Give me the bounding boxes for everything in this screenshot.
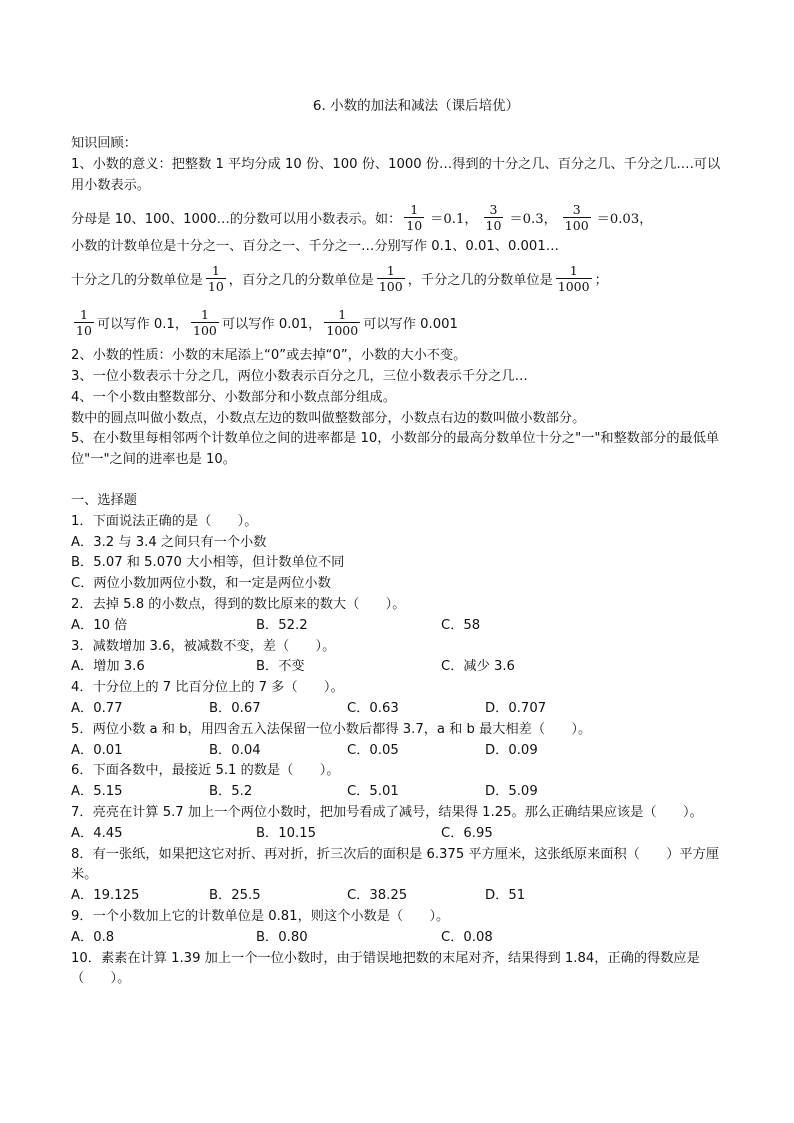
question-5: 5．两位小数 a 和 b，用四舍五入法保留一位小数后都得 3.7，a 和 b 最大相差（ ）。 (71, 721, 592, 737)
options-row (71, 824, 731, 845)
options-row (71, 886, 731, 907)
option-b: B．10.15 (256, 825, 316, 841)
fraction-value: ＝0.1， (430, 211, 478, 227)
option-a: A．5.15 (71, 784, 123, 800)
option-d: D．0.09 (485, 742, 538, 758)
question-9: 9．一个小数加上它的计数单位是 0.81，则这个小数是（ ）。 (71, 908, 450, 924)
option-b: B．0.80 (256, 929, 308, 945)
section-heading: 一、选择题 (71, 492, 137, 508)
fraction-units-line: 十分之几的分数单位是 $\frac{1}{10}$ ，百分之几的分数单位是 $\frac{1}{100}$ ，千分之几的分数单位是 $\frac{1}{1000}$ ； (71, 262, 608, 294)
question-8: 8．有一张纸，如果把这它对折、再对折，折三次后的面积是 6.375 平方厘米，这张纸原来面积（ ）平方厘米。 (71, 846, 719, 883)
option-b: B．5.07 和 5.070 大小相等，但计数单位不同 (71, 555, 345, 571)
unit-1-1000: $\frac{1}{1000}$ (557, 262, 590, 294)
option-b: B．5.2 (209, 784, 253, 800)
option-c: C．58 (441, 617, 481, 633)
options-row (71, 928, 731, 949)
review-point-4b: 数中的圆点叫做小数点，小数点左边的数叫做整数部分，小数点右边的数叫做小数部分。 (71, 410, 586, 426)
option-c: C．减少 3.6 (441, 659, 515, 675)
option-b: B．0.04 (209, 742, 261, 758)
options-row (71, 616, 731, 637)
option-d: D．51 (485, 888, 526, 904)
review-point-4: 4、一个小数由整数部分、小数部分和小数点部分组成。 (71, 389, 396, 405)
option-c: C．6.95 (441, 825, 493, 841)
option-c: C．两位小数加两位小数，和一定是两位小数 (71, 576, 331, 592)
option-b: B．0.67 (209, 700, 261, 716)
option-a: A．4.45 (71, 825, 123, 841)
review-heading: 知识回顾： (71, 136, 137, 151)
fraction-3-100: $\frac{3}{100}$ (564, 201, 589, 233)
options-row (71, 699, 731, 720)
write-1-1000: $\frac{1}{1000}$ (326, 306, 359, 338)
option-c: C．0.63 (347, 700, 399, 716)
option-c: C．0.08 (441, 929, 493, 945)
option-a: A．10 倍 (71, 617, 128, 633)
fraction-value: ＝0.3， (509, 211, 557, 227)
decimal-writing-line: $\frac{1}{10}$ 可以写作 0.1， $\frac{1}{100}$ 可以写作 0.01， $\frac{1}{1000}$ 可以写作 0.001 (76, 306, 458, 338)
fraction-examples-text: 分母是 10、100、1000…的分数可以用小数表示。如： (71, 211, 402, 227)
write-1-100: $\frac{1}{100}$ (193, 306, 217, 338)
option-d: D．0.707 (485, 700, 547, 716)
option-a: A．0.8 (71, 929, 115, 945)
write-1-10: $\frac{1}{10}$ (76, 306, 92, 338)
fraction-examples (71, 197, 731, 237)
option-b: B．不变 (256, 659, 305, 675)
question-2: 2．去掉 5.8 的小数点，得到的数比原来的数大（ ）。 (71, 596, 406, 612)
worksheet-page (71, 94, 731, 990)
fraction-1-10: $\frac{1}{10}$ (406, 201, 423, 233)
option-b: B．52.2 (256, 617, 308, 633)
options-row (71, 741, 731, 762)
option-b: B．25.5 (209, 888, 261, 904)
page-title: 6. 小数的加法和减法（课后培优） (312, 98, 520, 114)
fraction-value: ＝0.03， (596, 211, 653, 227)
option-a: A．0.77 (71, 700, 123, 716)
options-row (71, 782, 731, 803)
question-6: 6．下面各数中，最接近 5.1 的数是（ ）。 (71, 763, 340, 779)
review-point-1: 1、小数的意义：把整数 1 平均分成 10 份、100 份、1000 份…得到的十分之几、百分之几、千分之几….可以用小数表示。 (71, 156, 721, 193)
option-c: C．0.05 (347, 742, 399, 758)
option-c: C．38.25 (347, 888, 408, 904)
option-a: A．19.125 (71, 888, 140, 904)
option-a: A．3.2 与 3.4 之间只有一个小数 (71, 534, 267, 550)
question-10: 10．素素在计算 1.39 加上一个一位小数时，由于错误地把数的末尾对齐，结果得到 1.84，正确的得数应是（ ）。 (71, 950, 700, 987)
unit-1-100: $\frac{1}{100}$ (378, 262, 403, 294)
review-point-2: 2、小数的性质：小数的末尾添上“0”或去掉“0”，小数的大小不变。 (71, 348, 467, 364)
question-1: 1．下面说法正确的是（ ）。 (71, 513, 258, 529)
unit-1-10: $\frac{1}{10}$ (207, 262, 224, 294)
option-a: A．增加 3.6 (71, 659, 145, 675)
counting-units: 小数的计数单位是十分之一、百分之一、千分之一…分别写作 0.1、0.01、0.001… (71, 239, 559, 255)
fraction-3-10: $\frac{3}{10}$ (485, 201, 502, 233)
option-a: A．0.01 (71, 742, 123, 758)
option-c: C．5.01 (347, 784, 399, 800)
options-row (71, 657, 731, 678)
review-point-5: 5、在小数里每相邻两个计数单位之间的进率都是 10，小数部分的最高分数单位十分之"一"和整数部分的最低单位"一"之间的进率也是 10。 (71, 431, 720, 468)
option-d: D．5.09 (485, 784, 538, 800)
question-4: 4．十分位上的 7 比百分位上的 7 多（ ）。 (71, 680, 344, 696)
question-7: 7．亮亮在计算 5.7 加上一个两位小数时，把加号看成了减号，结果得 1.25。那么正确结果应该是（ ）。 (71, 804, 703, 820)
question-3: 3．减数增加 3.6，被减数不变，差（ ）。 (71, 638, 336, 654)
review-point-3: 3、一位小数表示十分之几，两位小数表示百分之几，三位小数表示千分之几… (71, 368, 528, 384)
